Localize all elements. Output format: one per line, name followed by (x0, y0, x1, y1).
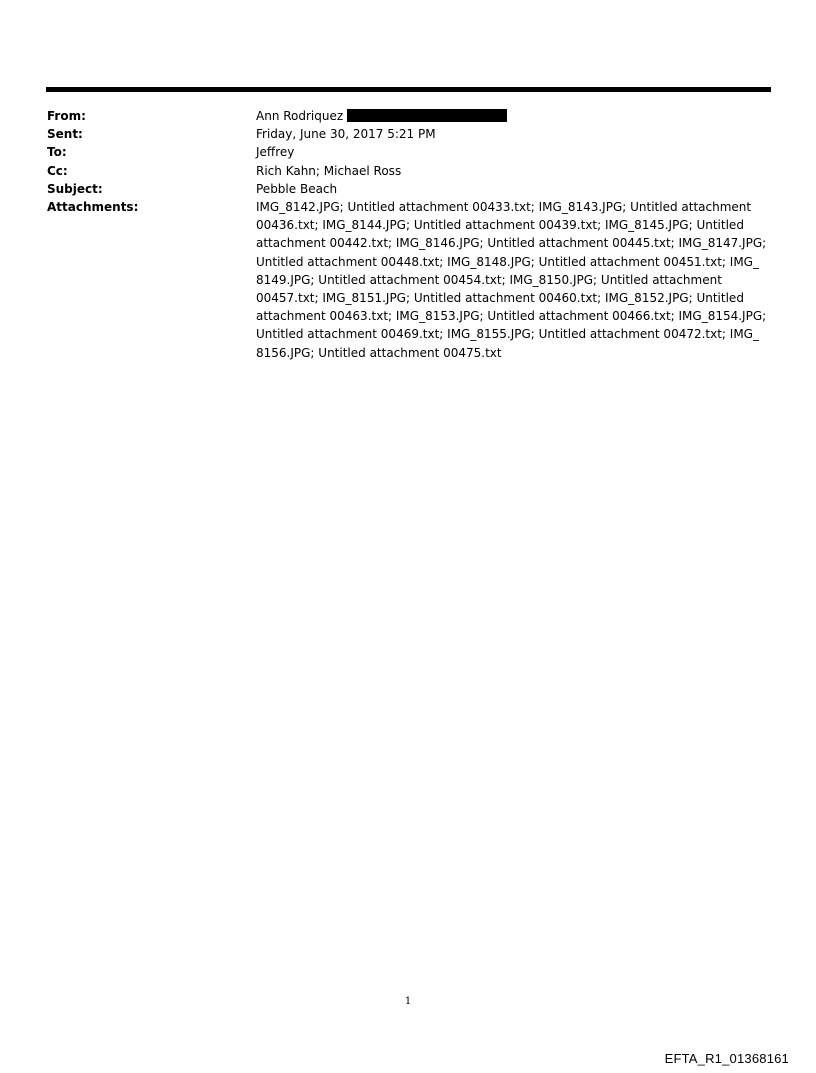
subject-label: Subject: (47, 181, 103, 196)
attachments-label: Attachments: (47, 200, 139, 215)
sent-label: Sent: (47, 127, 83, 142)
attachments-row (47, 198, 769, 362)
from-label: From: (47, 109, 86, 123)
to-row (47, 143, 769, 161)
sender-name: Ann Rodriquez (256, 109, 344, 123)
to-label: To: (47, 145, 67, 160)
page-number: 1 (404, 996, 412, 1007)
header-divider (46, 87, 771, 92)
redaction-bar (347, 109, 507, 122)
from-row (47, 107, 769, 125)
cc-row (47, 162, 769, 180)
subject-row (47, 180, 769, 198)
from-value (256, 107, 769, 125)
subject-value: Pebble Beach (256, 181, 338, 196)
attachments-value: IMG_8142.JPG; Untitled attachment 00433.txt; IMG_8143.JPG; Untitled attachment 00436.txt; IMG_8144.JPG; Untitled attachment 00439.txt; IMG_8145.JPG; Untitled attachment 00442.txt; IMG_8146.JPG; Untitled attachment 00445.txt; IMG_8147.JPG; Untitled attachment 00448.txt; IMG_8148.JPG; Untitled attachment 00451.txt; IMG_ 8149.JPG; Untitled attachment 00454.txt; IMG_8150.JPG; Untitled attachment 00457.txt; IMG_8151.JPG; Untitled attachment 00460.txt; IMG_8152.JPG; Untitled attachment 00463.txt; IMG_8153.JPG; Untitled attachment 00466.txt; IMG_8154.JPG; Untitled attachment 00469.txt; IMG_8155.JPG; Untitled attachment 00472.txt; IMG_ 8156.JPG; Untitled attachment 00475.txt (256, 200, 767, 360)
cc-value: Rich Kahn; Michael Ross (256, 163, 402, 178)
to-value: Jeffrey (256, 145, 295, 160)
sent-row (47, 125, 769, 143)
cc-label: Cc: (47, 163, 68, 178)
sent-value: Friday, June 30, 2017 5:21 PM (256, 127, 436, 142)
document-id: EFTA_R1_01368161 (664, 1051, 789, 1066)
email-header (47, 107, 769, 362)
